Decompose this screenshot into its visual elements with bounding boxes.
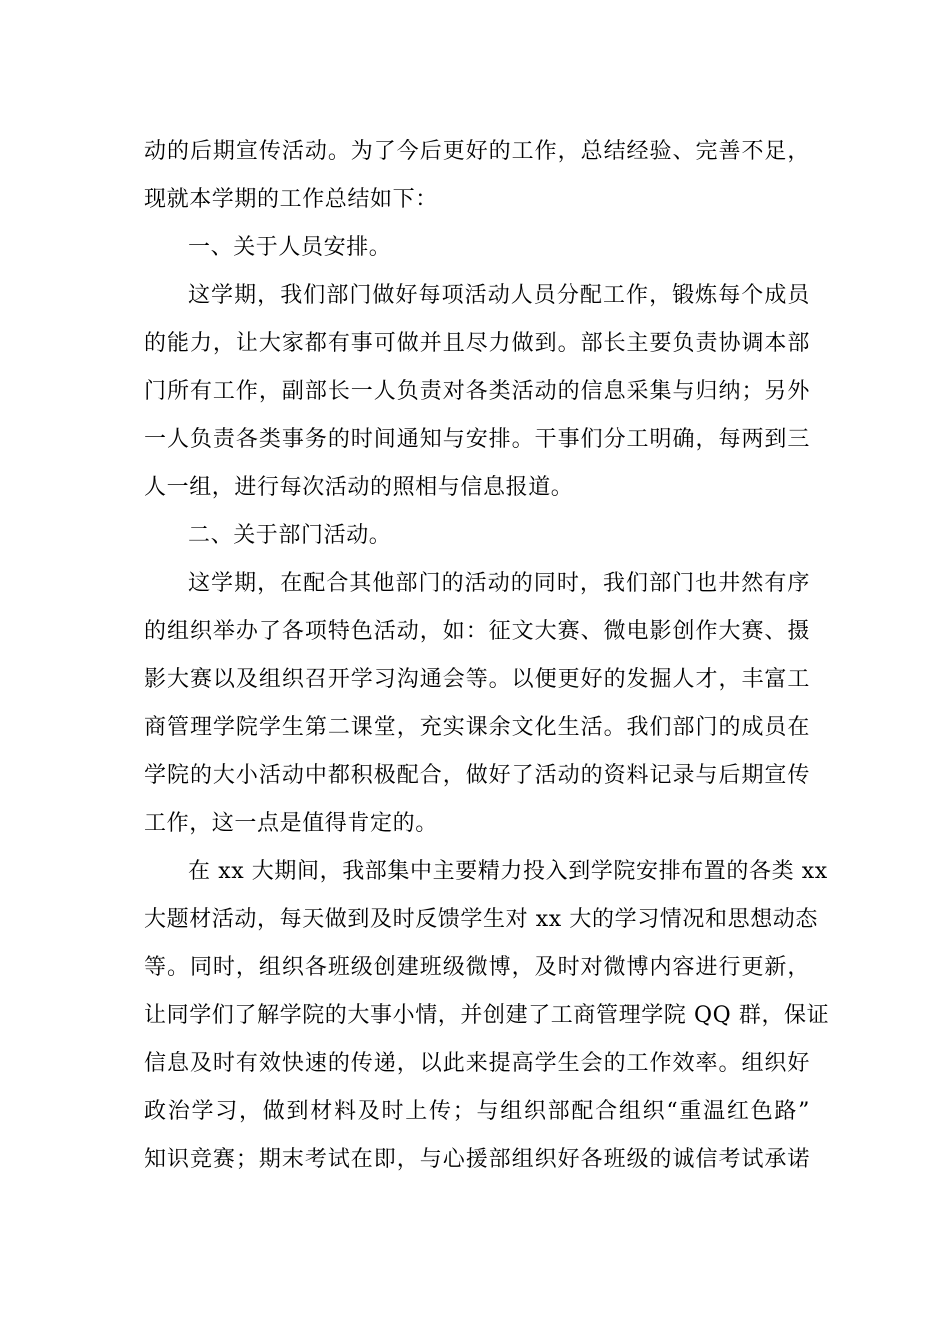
text-line: 一人负责各类事务的时间通知与安排。干事们分工明确，每两到三 xyxy=(144,427,810,452)
text-line: 等。同时，组织各班级创建班级微博，及时对微博内容进行更新， xyxy=(144,955,810,980)
text-line: 商管理学院学生第二课堂，充实课余文化生活。我们部门的成员在 xyxy=(144,715,810,740)
text-line: 信息及时有效快速的传递，以此来提高学生会的工作效率。组织好 xyxy=(144,1051,810,1076)
text-line: 大题材活动，每天做到及时反馈学生对 xx 大的学习情况和思想动态 xyxy=(144,907,819,932)
text-line: 人一组，进行每次活动的照相与信息报道。 xyxy=(144,475,574,500)
section-heading-activities: 二、关于部门活动。 xyxy=(188,523,392,548)
text-line: 学院的大小活动中都积极配合，做好了活动的资料记录与后期宣传 xyxy=(144,763,810,788)
text-line: 动的后期宣传活动。为了今后更好的工作，总结经验、完善不足， xyxy=(144,139,810,164)
text-line: 影大赛以及组织召开学习沟通会等。以便更好的发掘人才，丰富工 xyxy=(144,667,810,692)
text-line: 现就本学期的工作总结如下： xyxy=(144,187,438,212)
section-heading-personnel: 一、关于人员安排。 xyxy=(188,235,392,260)
text-line: 工作，这一点是值得肯定的。 xyxy=(144,811,438,836)
document-body xyxy=(144,128,830,1184)
text-line: 在 xx 大期间，我部集中主要精力投入到学院安排布置的各类 xx xyxy=(188,859,828,884)
text-line: 的组织举办了各项特色活动，如：征文大赛、微电影创作大赛、摄 xyxy=(144,619,810,644)
text-line: 这学期，在配合其他部门的活动的同时，我们部门也井然有序 xyxy=(188,571,810,596)
text-line: 的能力，让大家都有事可做并且尽力做到。部长主要负责协调本部 xyxy=(144,331,810,356)
text-line: 知识竞赛；期末考试在即，与心援部组织好各班级的诚信考试承诺 xyxy=(144,1147,810,1172)
text-line: 让同学们了解学院的大事小情，并创建了工商管理学院 QQ 群，保证 xyxy=(144,1003,830,1028)
text-line: 这学期，我们部门做好每项活动人员分配工作，锻炼每个成员 xyxy=(188,283,810,308)
text-line: 门所有工作，副部长一人负责对各类活动的信息采集与归纳；另外 xyxy=(144,379,810,404)
text-line: 政治学习，做到材料及时上传；与组织部配合组织“重温红色路” xyxy=(144,1099,810,1124)
